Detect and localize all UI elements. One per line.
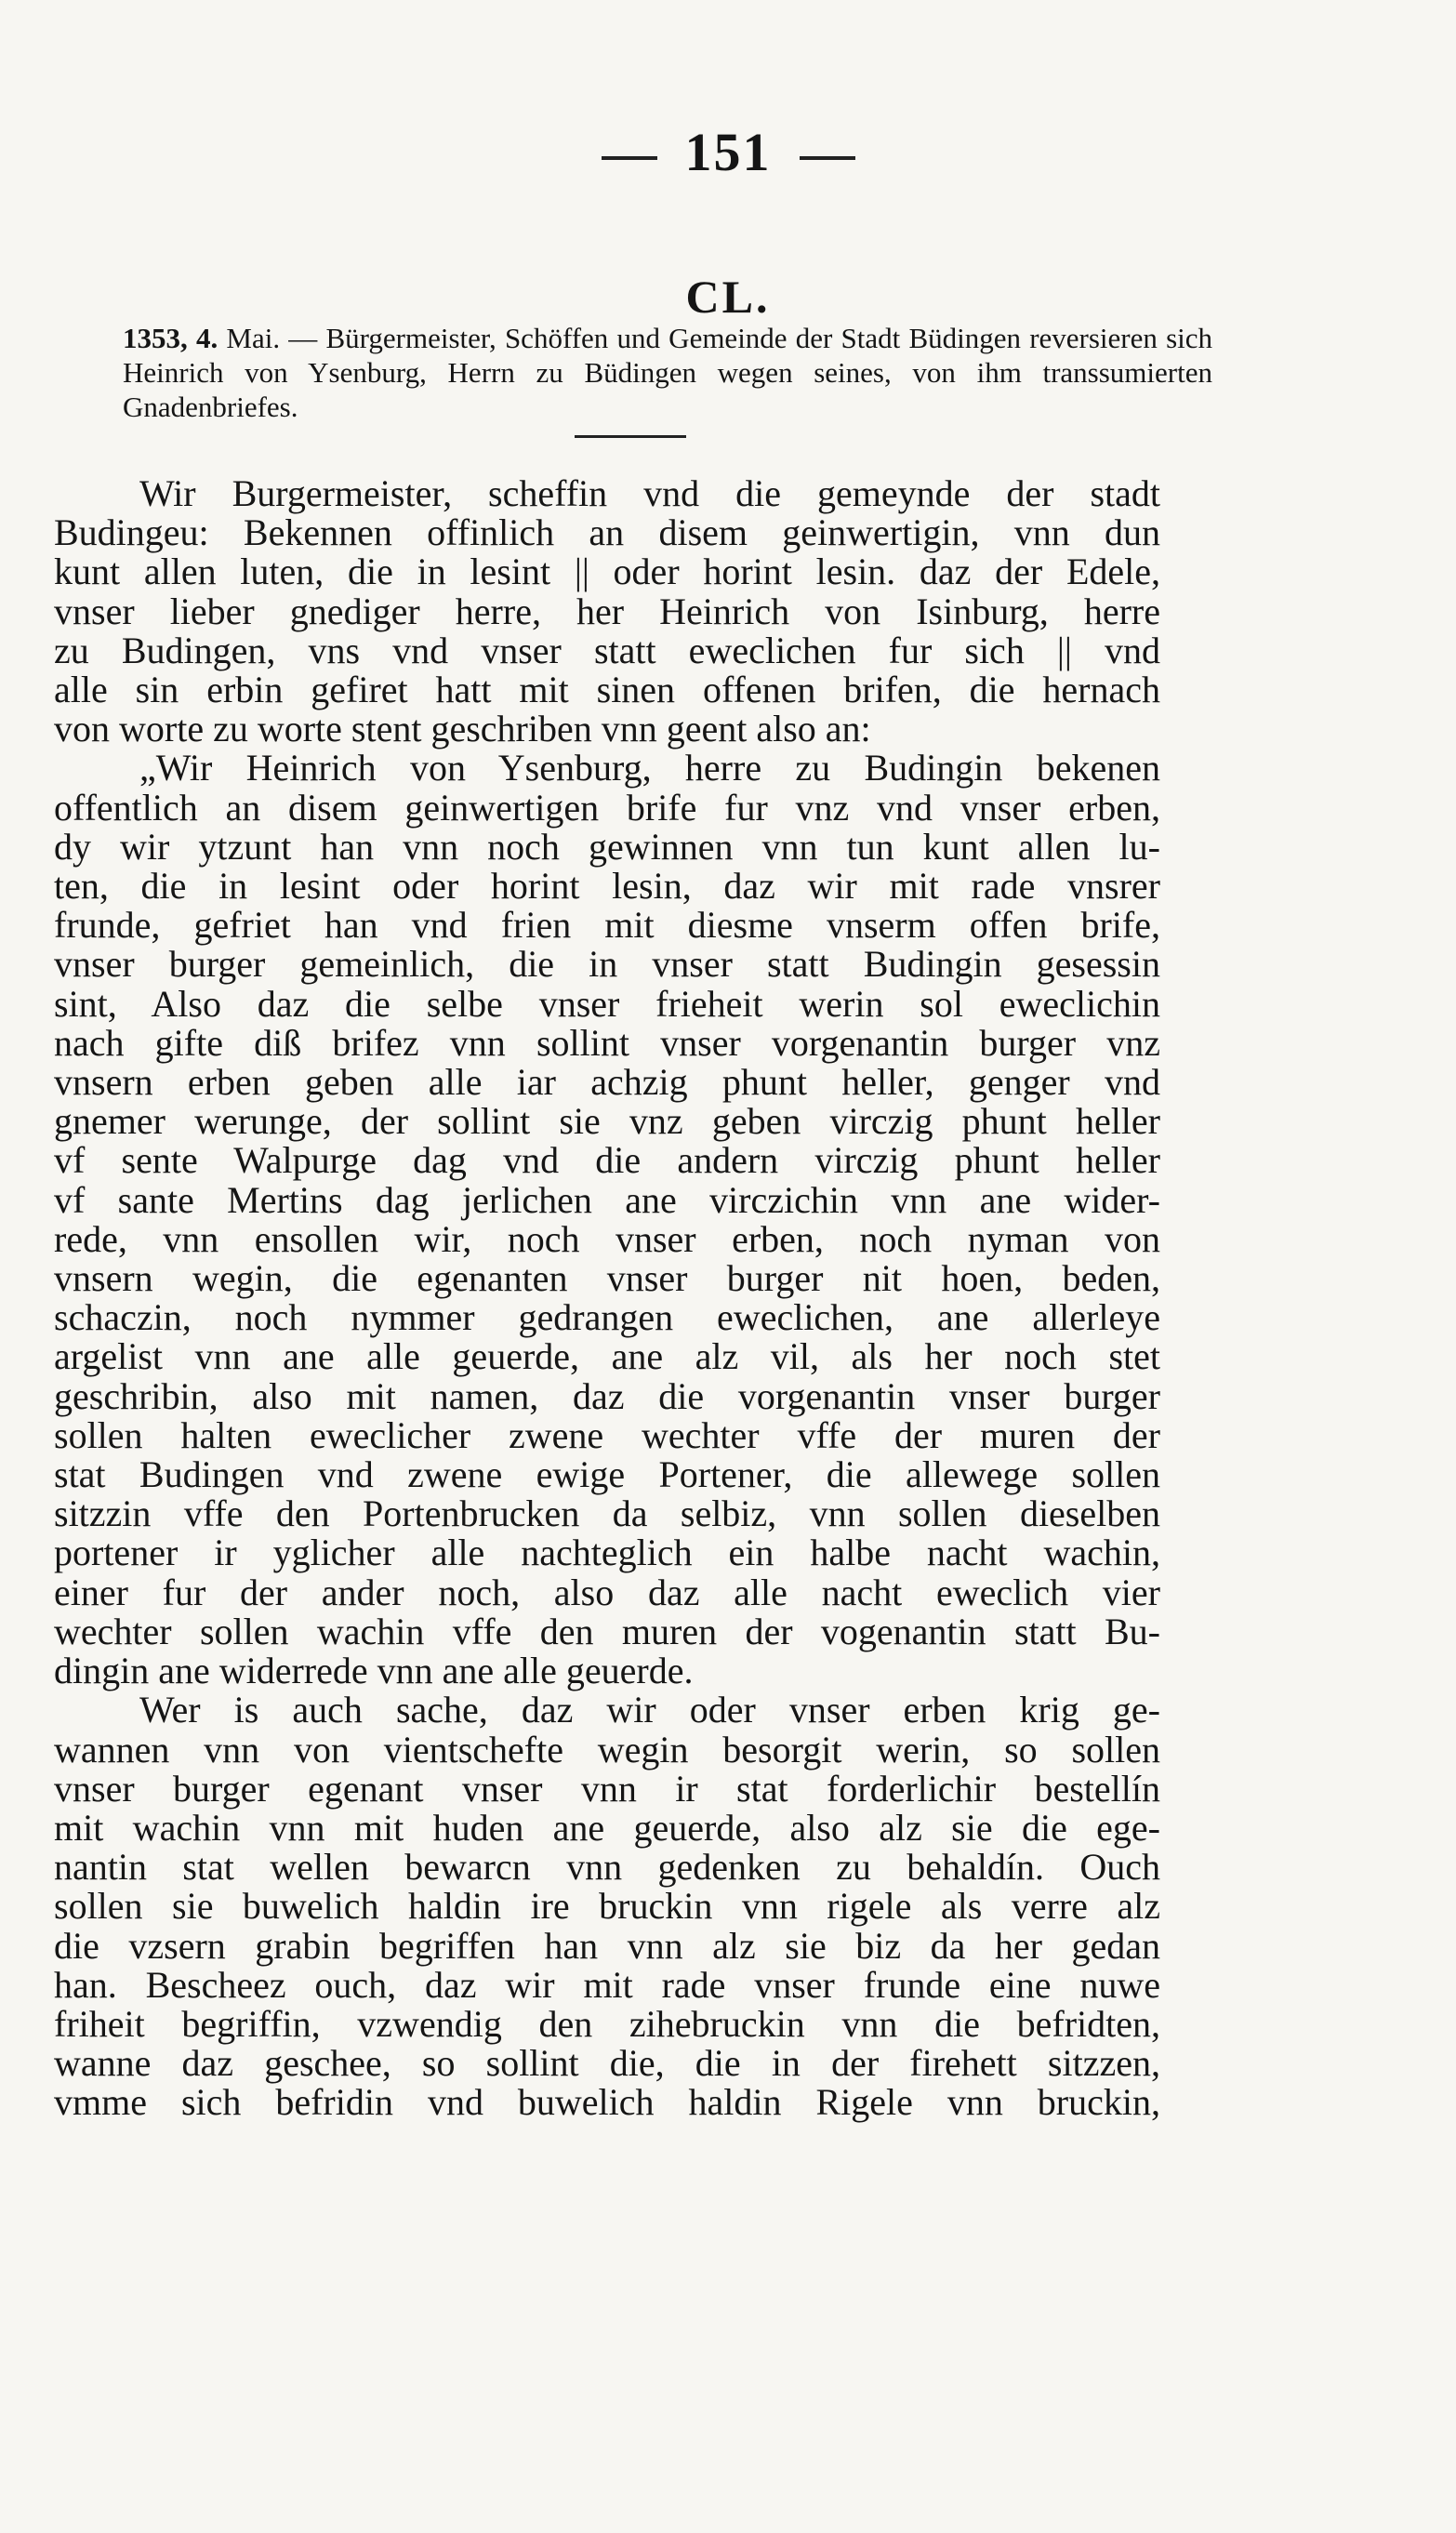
text-line: frunde, gefriet han vnd frien mit diesme vnserm offen brife, [54, 904, 1160, 947]
text-line: Wer is auch sache, daz wir oder vnser erben krig ge- [139, 1689, 1160, 1731]
regest-text: Mai. — Bürgermeister, Schöffen und Gemeinde der Stadt Büdingen reversieren sich Heinrich von Ysenburg, Herrn zu Büdingen wegen seines, von ihm transsumierten Gnadenbriefes. [123, 322, 1213, 423]
text-line: vnser lieber gnediger herre, her Heinrich von Isinburg, herre [54, 590, 1160, 632]
text-line: Budingeu: Bekennen offinlich an disem geinwertigin, vnn dun [54, 511, 1160, 554]
text-line: alle sin erbin gefiret hatt mit sinen offenen brifen, die hernach [54, 669, 1160, 711]
text-line: portener ir yglicher alle nachteglich ein halbe nacht wachin, [54, 1532, 1160, 1574]
text-line: vf sante Mertins dag jerlichen ane virczichin vnn ane wider- [54, 1178, 1160, 1221]
text-line: sitzzin vffe den Portenbrucken da selbiz, vnn sollen dieselben [54, 1492, 1160, 1535]
page-number-value: 151 [684, 122, 772, 182]
text-line: friheit begriffin, vzwendig den zihebruckin vnn die befridten, [54, 2002, 1160, 2045]
text-line: gnemer werunge, der sollint sie vnz geben virczig phunt heller [54, 1100, 1160, 1143]
text-line: dingin ane widerrede vnn ane alle geuerde. [54, 1650, 694, 1692]
text-line: stat Budingen vnd zwene ewige Portener, die allewege sollen [54, 1453, 1160, 1496]
text-line: vnser burger gemeinlich, die in vnser statt Budingin gesessin [54, 943, 1160, 986]
text-line: Wir Burgermeister, scheffin vnd die gemeynde der stadt [139, 472, 1160, 514]
text-line: vnsern wegin, die egenanten vnser burger nit hoen, beden, [54, 1257, 1160, 1300]
text-line: sint, Also daz die selbe vnser frieheit werin sol eweclichin [54, 982, 1160, 1025]
text-line: han. Bescheez ouch, daz wir mit rade vnser frunde eine nuwe [54, 1963, 1160, 2006]
text-line: wannen vnn von vientschefte wegin besorgit werin, so sollen [54, 1728, 1160, 1770]
text-line: nantin stat wellen bewarcn vnn gedenken zu behaldín. Ouch [54, 1846, 1160, 1889]
regest-summary [123, 321, 1212, 424]
text-line: „Wir Heinrich von Ysenburg, herre zu Budingin bekenen [139, 747, 1160, 789]
text-line: argelist vnn ane alle geuerde, ane alz vil, als her noch stet [54, 1335, 1160, 1378]
text-line: offentlich an disem geinwertigen brife fur vnz vnd vnser erben, [54, 786, 1160, 829]
text-line: mit wachin vnn mit huden ane geuerde, also alz sie die ege- [54, 1806, 1160, 1849]
text-line: rede, vnn ensollen wir, noch vnser erben, noch nyman von [54, 1217, 1160, 1260]
text-line: vmme sich befridin vnd buwelich haldin Rigele vnn bruckin, [54, 2081, 1160, 2124]
text-line: nach gifte diß brifez vnn sollint vnser vorgenantin burger vnz [54, 1021, 1160, 1064]
text-line: vnser burger egenant vnser vnn ir stat forderlichir bestellín [54, 1767, 1160, 1810]
text-line: kunt allen luten, die in lesint || oder horint lesin. daz der Edele, [54, 550, 1160, 593]
charter-text [54, 474, 1160, 2123]
text-line: zu Budingen, vns vnd vnser statt eweclichen fur sich || vnd [54, 629, 1160, 671]
text-line: vnsern erben geben alle iar achzig phunt heller, genger vnd [54, 1061, 1160, 1104]
text-line: schaczin, noch nymmer gedrangen eweclichen, ane allerleye [54, 1296, 1160, 1339]
text-line: wechter sollen wachin vffe den muren der vogenantin statt Bu- [54, 1610, 1160, 1652]
text-line: geschribin, also mit namen, daz die vorgenantin vnser burger [54, 1374, 1160, 1417]
document-number: CL. [685, 271, 771, 323]
text-line: von worte zu worte stent geschriben vnn geent also an: [54, 708, 871, 750]
regest-date: 1353, 4. [123, 322, 218, 354]
text-line: sollen sie buwelich haldin ire bruckin vnn rigele als verre alz [54, 1885, 1160, 1928]
text-line: wanne daz geschee, so sollint die, die in der firehett sitzzen, [54, 2042, 1160, 2085]
text-line: dy wir ytzunt han vnn noch gewinnen vnn tun kunt allen lu- [54, 825, 1160, 868]
separator-rule [575, 435, 686, 438]
text-line: sollen halten eweclicher zwene wechter vffe der muren der [54, 1413, 1160, 1456]
text-line: einer fur der ander noch, also daz alle nacht eweclich vier [54, 1571, 1160, 1613]
dash-left [602, 156, 657, 160]
text-line: ten, die in lesint oder horint lesin, daz wir mit rade vnsrer [54, 865, 1160, 908]
dash-right [800, 156, 855, 160]
text-line: vf sente Walpurge dag vnd die andern virczig phunt heller [54, 1139, 1160, 1182]
page-number [0, 121, 1456, 183]
text-line: die vzsern grabin begriffen han vnn alz sie biz da her gedan [54, 1924, 1160, 1967]
